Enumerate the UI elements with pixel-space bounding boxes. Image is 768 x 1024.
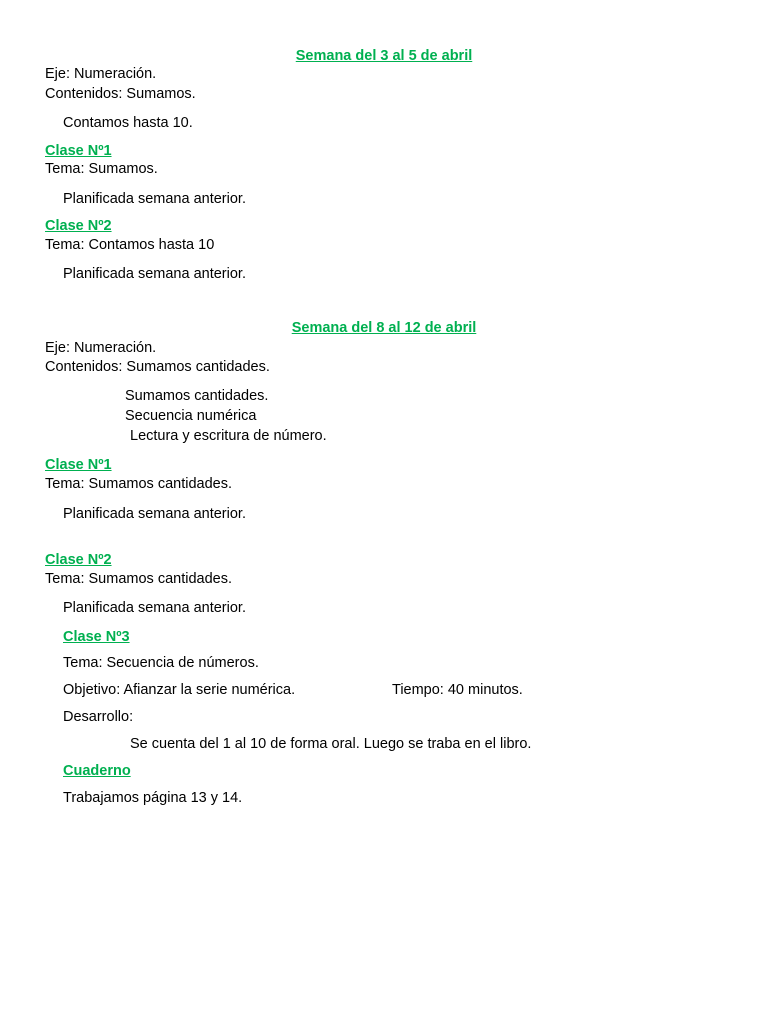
week2-clase3-tema: Tema: Secuencia de números. [63, 655, 259, 671]
week1-clase2-title: Clase Nº2 [45, 218, 112, 234]
week2-contenido-item-1: Sumamos cantidades. [125, 388, 269, 404]
week1-clase2-nota: Planificada semana anterior. [63, 266, 246, 282]
week2-contenido-item-3: Lectura y escritura de número. [130, 428, 327, 444]
week2-clase3-tiempo: Tiempo: 40 minutos. [392, 682, 523, 698]
week2-contenidos: Contenidos: Sumamos cantidades. [45, 359, 270, 375]
week1-contenidos: Contenidos: Sumamos. [45, 86, 196, 102]
week1-eje: Eje: Numeración. [45, 66, 157, 82]
week2-title: Semana del 8 al 12 de abril [291, 320, 477, 336]
week2-clase3-title: Clase Nº3 [63, 629, 130, 645]
week2-eje: Eje: Numeración. [45, 340, 157, 356]
week2-clase1-tema: Tema: Sumamos cantidades. [45, 476, 232, 492]
week2-clase2-nota: Planificada semana anterior. [63, 600, 246, 616]
week1-clase1-nota: Planificada semana anterior. [63, 191, 246, 207]
week2-clase3-desarrollo-label: Desarrollo: [63, 709, 134, 725]
week2-clase1-nota: Planificada semana anterior. [63, 506, 246, 522]
week1-clase1-tema: Tema: Sumamos. [45, 161, 158, 177]
week2-clase3-objetivo: Objetivo: Afianzar la serie numérica. [63, 682, 296, 698]
week1-clase1-title: Clase Nº1 [45, 143, 112, 159]
week2-cuaderno-text: Trabajamos página 13 y 14. [63, 790, 243, 806]
week2-clase3-desarrollo-text: Se cuenta del 1 al 10 de forma oral. Luego se traba en el libro. [130, 736, 532, 752]
week2-clase2-tema: Tema: Sumamos cantidades. [45, 571, 232, 587]
week2-clase1-title: Clase Nº1 [45, 457, 112, 473]
week1-clase2-tema: Tema: Contamos hasta 10 [45, 237, 215, 253]
week1-title: Semana del 3 al 5 de abril [295, 48, 473, 64]
week1-contenido-item: Contamos hasta 10. [63, 115, 193, 131]
week2-cuaderno-title: Cuaderno [63, 763, 131, 779]
week2-clase2-title: Clase Nº2 [45, 552, 112, 568]
week2-contenido-item-2: Secuencia numérica [125, 408, 257, 424]
